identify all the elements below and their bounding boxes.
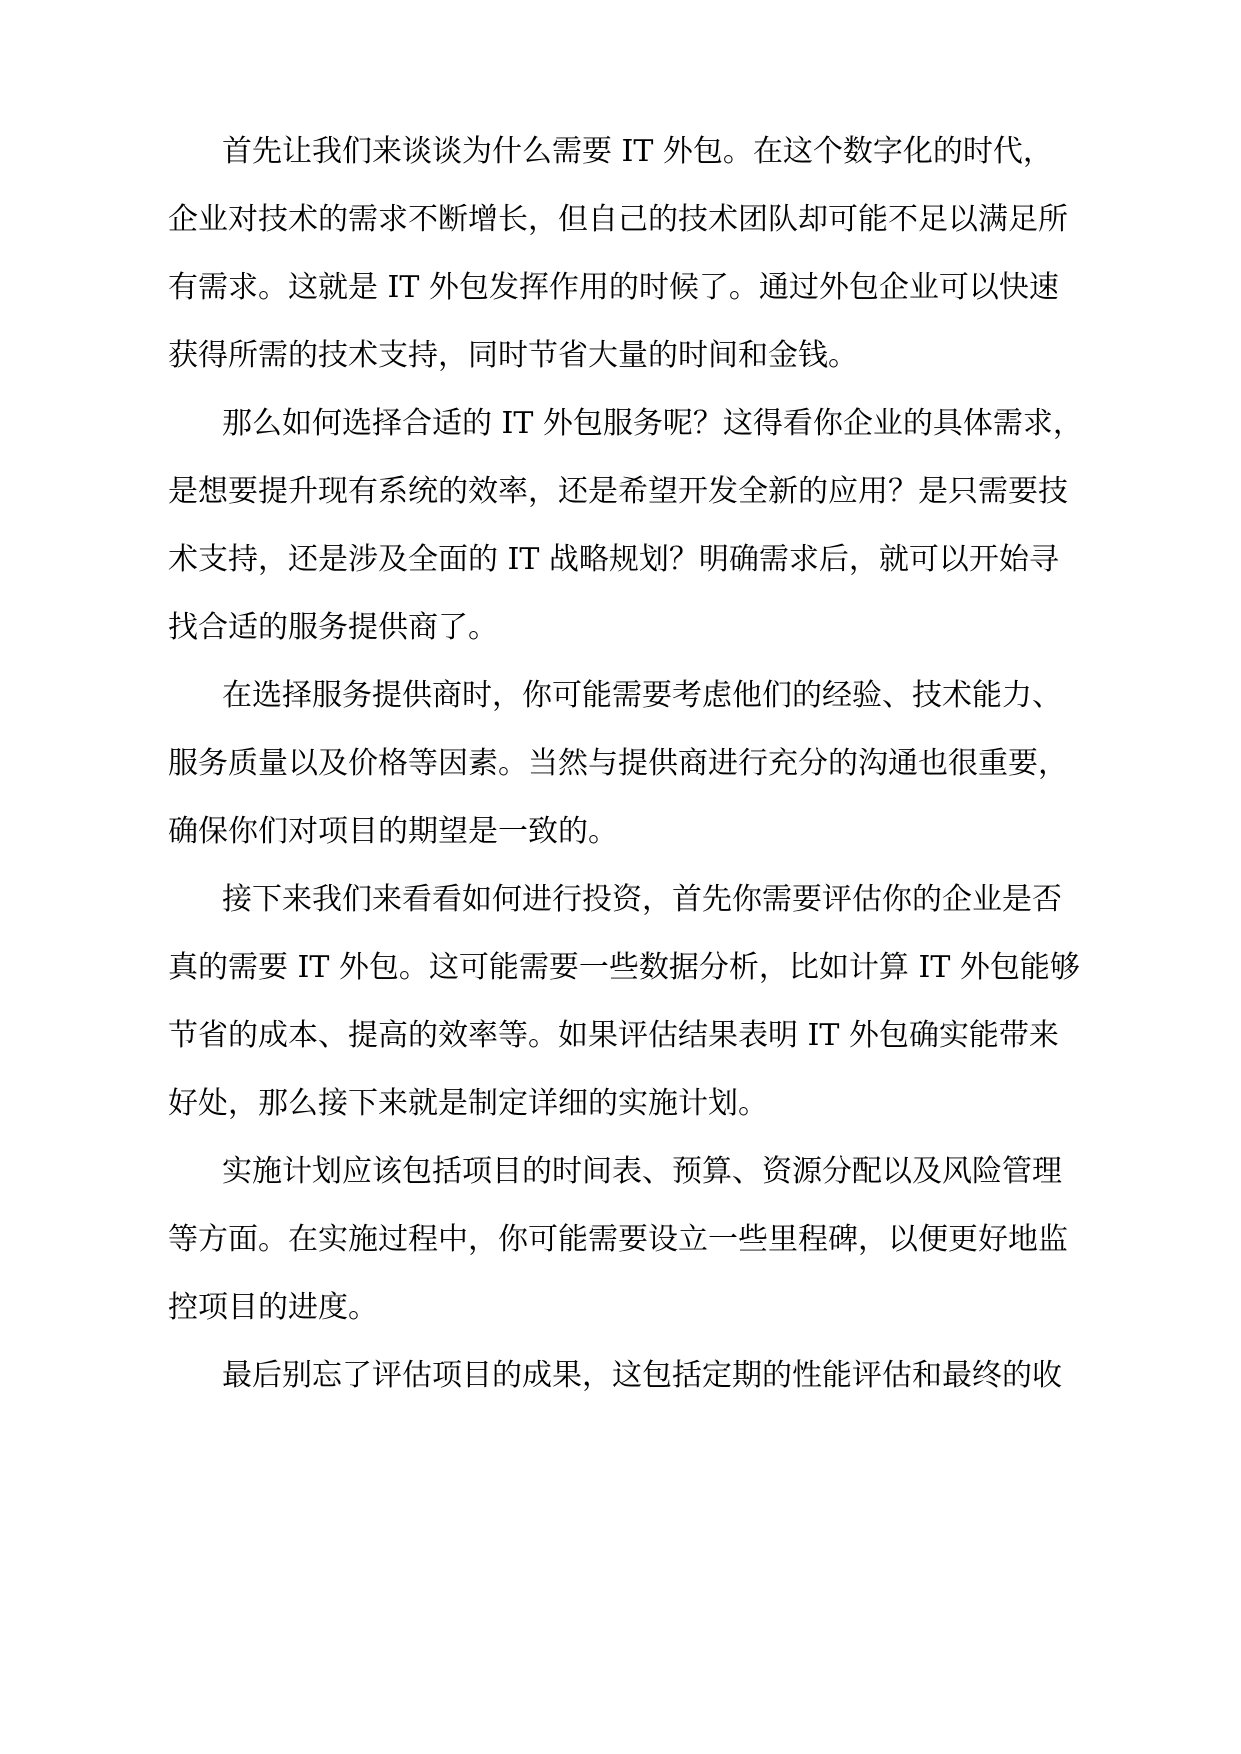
text-line-content: 术支持，还是涉及全面的 IT 战略规划？明确需求后，就可以开始寻 [168,542,1059,577]
text-line-content: 好处，那么接下来就是制定详细的实施计划。 [168,1086,768,1121]
text-line [0,250,1241,326]
text-line-content: 控项目的进度。 [168,1290,378,1325]
text-line-content: 有需求。这就是 IT 外包发挥作用的时候了。通过外包企业可以快速 [168,270,1059,305]
text-line [0,1270,1241,1346]
text-line-content: 接下来我们来看看如何进行投资，首先你需要评估你的企业是否 [222,882,1062,917]
text-line [0,114,1241,190]
text-line [0,998,1241,1074]
text-line [0,318,1241,394]
text-line [0,794,1241,870]
text-line [0,930,1241,1006]
text-line [0,386,1241,462]
text-line-content: 在选择服务提供商时，你可能需要考虑他们的经验、技术能力、 [222,678,1062,713]
text-line-content: 获得所需的技术支持，同时节省大量的时间和金钱。 [168,338,858,373]
text-line [0,726,1241,802]
text-line-content: 首先让我们来谈谈为什么需要 IT 外包。在这个数字化的时代， [222,134,1053,169]
text-line [0,1202,1241,1278]
text-line-content: 等方面。在实施过程中，你可能需要设立一些里程碑，以便更好地监 [168,1222,1068,1257]
text-line-content: 找合适的服务提供商了。 [168,610,498,645]
text-line-content: 节省的成本、提高的效率等。如果评估结果表明 IT 外包确实能带来 [168,1018,1059,1053]
text-line [0,1134,1241,1210]
text-line-content: 企业对技术的需求不断增长，但自己的技术团队却可能不足以满足所 [168,202,1068,237]
text-line [0,862,1241,938]
text-line [0,522,1241,598]
text-line-content: 确保你们对项目的期望是一致的。 [168,814,618,849]
text-line [0,1066,1241,1142]
text-line [0,590,1241,666]
text-line-content: 服务质量以及价格等因素。当然与提供商进行充分的沟通也很重要， [168,746,1068,781]
text-line [0,658,1241,734]
text-line-content: 最后别忘了评估项目的成果，这包括定期的性能评估和最终的收 [222,1358,1062,1393]
text-line [0,454,1241,530]
text-line-content: 是想要提升现有系统的效率，还是希望开发全新的应用？是只需要技 [168,474,1068,509]
text-line-content: 那么如何选择合适的 IT 外包服务呢？这得看你企业的具体需求， [222,406,1083,441]
text-line-content: 真的需要 IT 外包。这可能需要一些数据分析，比如计算 IT 外包能够 [168,950,1080,985]
text-line [0,1338,1241,1414]
text-line-content: 实施计划应该包括项目的时间表、预算、资源分配以及风险管理 [222,1154,1062,1189]
text-line [0,182,1241,258]
